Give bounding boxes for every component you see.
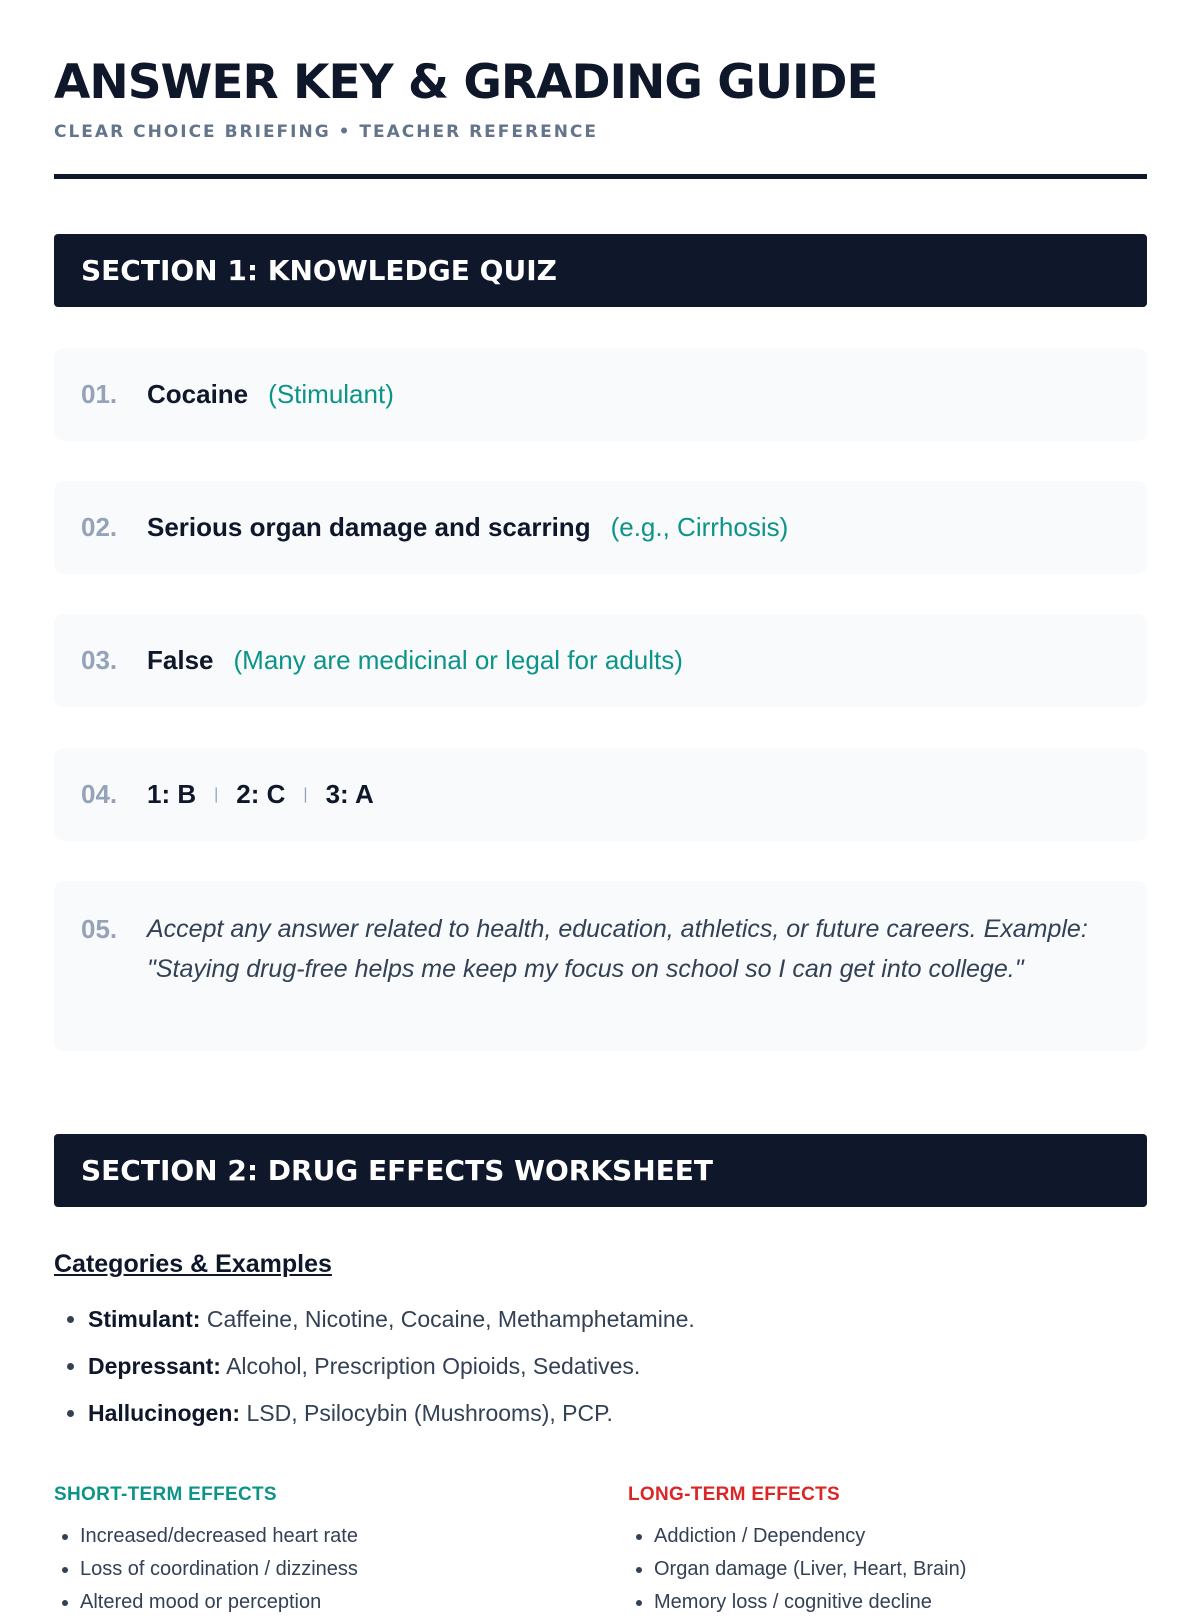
category-label: Hallucinogen: [88,1400,241,1426]
answer-text: False [147,645,214,675]
list-item: • Increased/decreased heart rate [80,1520,554,1553]
question-number: 02. [81,512,118,542]
list-item: • Memory loss / cognitive decline [654,1586,1128,1619]
category-label: Stimulant: [88,1306,201,1332]
list-item [88,1296,695,1343]
list-item [88,1343,695,1390]
page-header [54,52,1147,142]
question-number: 04. [81,779,118,809]
list-item: • Organ damage (Liver, Heart, Brain) [654,1553,1128,1586]
answer-text: Cocaine [147,379,249,409]
question-number: 03. [81,645,118,675]
match-separator: | [303,785,308,803]
answer-guidance-text: Accept any answer related to health, education, athletics, or future careers. Example: "Staying drug-free helps me keep my focus on school so I can get into college." [147,915,1088,983]
page-title: ANSWER KEY & GRADING GUIDE [54,55,878,110]
categories-heading: Categories & Examples [54,1250,332,1278]
section-2-title: SECTION 2: DRUG EFFECTS WORKSHEET [81,1154,714,1187]
list-item [88,1390,695,1437]
quiz-answer-5 [54,881,1147,1051]
list-item: • Addiction / Dependency [654,1520,1128,1553]
list-item: • Loss of coordination / dizziness [80,1553,554,1586]
question-number: 01. [81,379,118,409]
long-term-list [628,1520,1128,1619]
quiz-answer-3 [54,614,1147,707]
page-subtitle: CLEAR CHOICE BRIEFING • TEACHER REFERENCE [54,122,599,142]
quiz-answer-4 [54,748,1147,841]
answer-note: (e.g., Cirrhosis) [610,512,789,542]
list-item: • Altered mood or perception [80,1586,554,1619]
long-term-title: LONG-TERM EFFECTS [628,1484,840,1505]
section-1-header [54,234,1147,307]
quiz-answer-2 [54,481,1147,574]
short-term-list [54,1520,554,1619]
quiz-answer-1 [54,348,1147,441]
categories-list [54,1296,695,1437]
answer-note: (Stimulant) [268,379,394,409]
short-term-effects [54,1484,554,1619]
answer-note: (Many are medicinal or legal for adults) [233,645,683,675]
category-examples: LSD, Psilocybin (Mushrooms), PCP. [246,1400,613,1426]
section-2-header [54,1134,1147,1207]
short-term-title: SHORT-TERM EFFECTS [54,1484,277,1505]
question-number: 05. [81,914,118,944]
category-label: Depressant: [88,1353,221,1379]
long-term-effects [628,1484,1128,1619]
match-answer-3: 3: A [325,779,374,809]
category-examples: Caffeine, Nicotine, Cocaine, Methamphetamine. [206,1306,695,1332]
answer-text: Serious organ damage and scarring [147,512,591,542]
category-examples: Alcohol, Prescription Opioids, Sedatives. [226,1353,641,1379]
header-divider [54,174,1147,179]
section-1-title: SECTION 1: KNOWLEDGE QUIZ [81,254,557,287]
match-separator: | [214,785,219,803]
match-answer-1: 1: B [147,779,197,809]
match-answer-2: 2: C [236,779,286,809]
